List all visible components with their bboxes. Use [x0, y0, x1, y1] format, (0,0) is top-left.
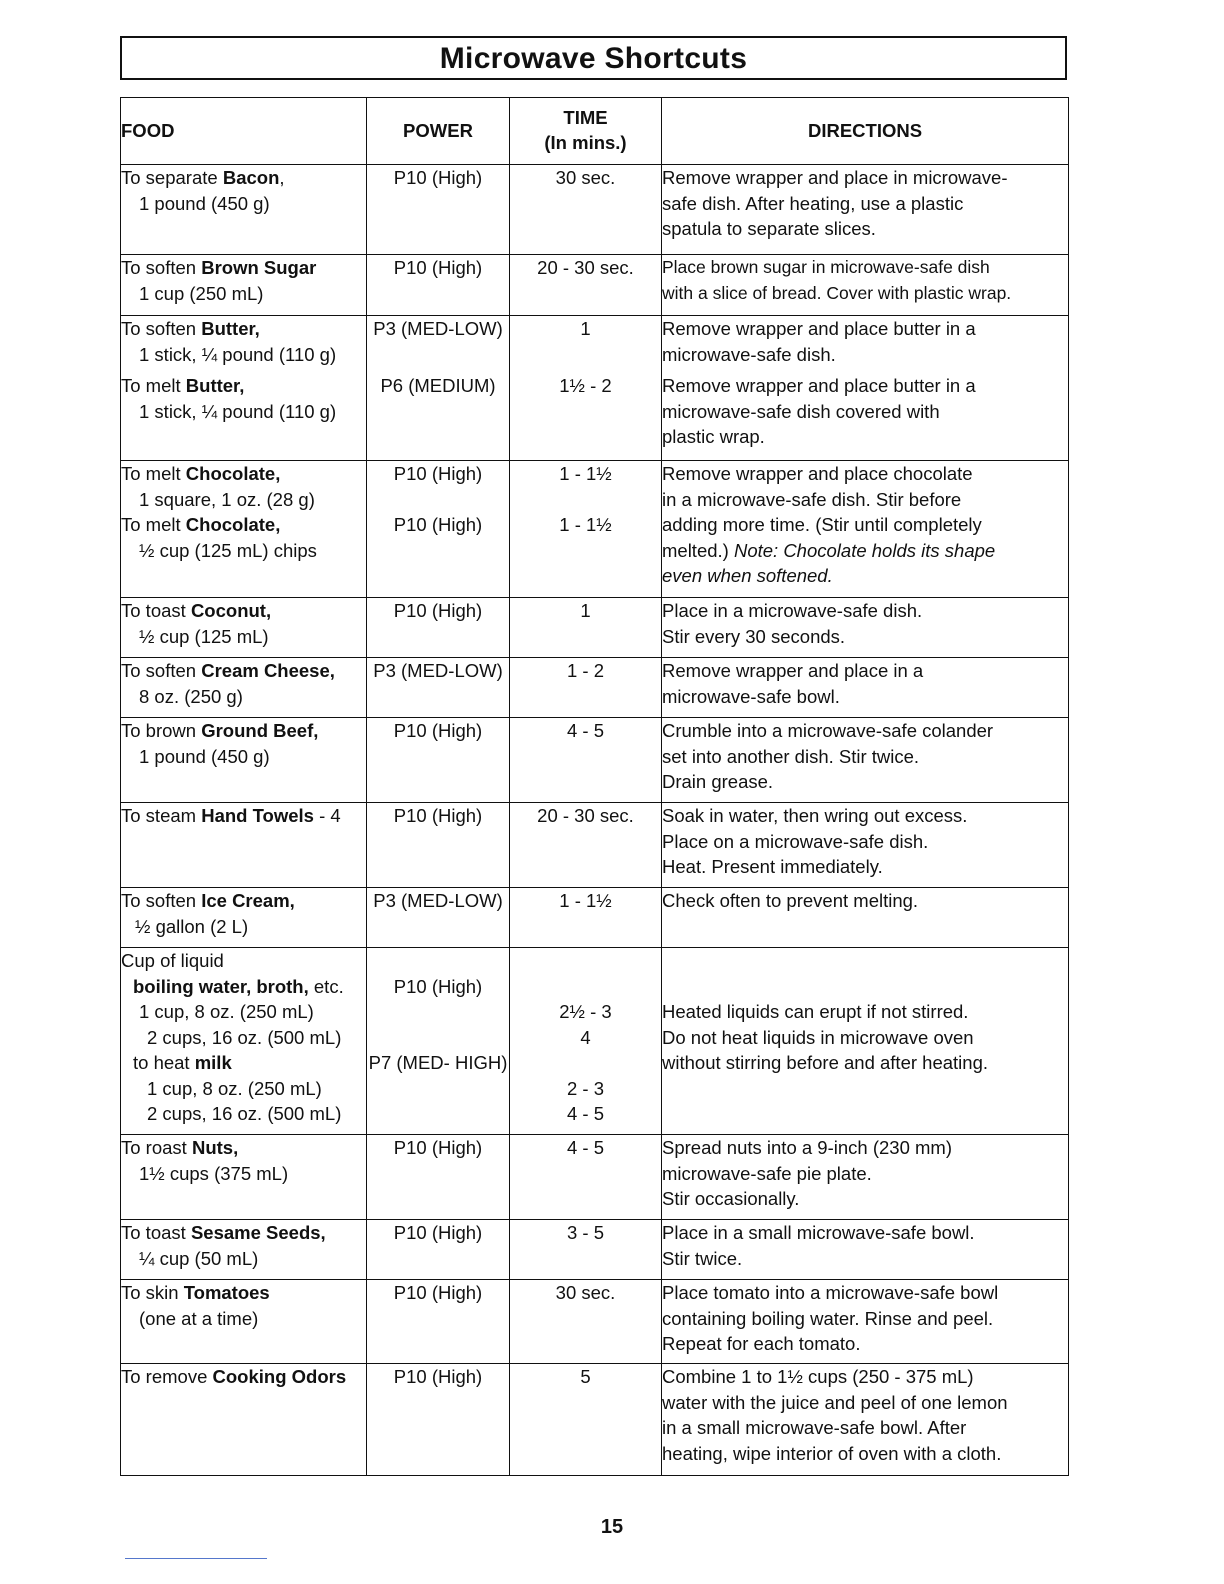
power-cell: P10 (High)	[367, 1135, 510, 1220]
table-row	[121, 255, 1069, 316]
table-row	[121, 658, 1069, 718]
header-time-label: TIME	[563, 106, 608, 128]
time-cell: 4 - 5	[510, 1135, 662, 1220]
power-cell: P3 (MED-LOW)	[367, 888, 510, 948]
food-cell: To separate Bacon, 1 pound (450 g)	[121, 165, 367, 255]
time-cell: 1 - 1½	[510, 888, 662, 948]
power-cell: P10 (High)	[367, 1364, 510, 1476]
food-cell: To soften Butter, 1 stick, ¼ pound (110 g) To melt Butter, 1 stick, ¼ pound (110 g)	[121, 316, 367, 461]
power-cell: P10 (High)	[367, 1220, 510, 1280]
page-number: 15	[600, 1516, 624, 1538]
directions-cell: Place in a microwave-safe dish. Stir every 30 seconds.	[662, 598, 1069, 658]
header-time	[510, 98, 662, 165]
header-row	[121, 98, 1069, 165]
power-cell: P10 (High)	[367, 165, 510, 255]
directions-cell: Spread nuts into a 9-inch (230 mm) microwave-safe pie plate. Stir occasionally.	[662, 1135, 1069, 1220]
time-cell: 30 sec.	[510, 1280, 662, 1364]
time-cell: 30 sec.	[510, 165, 662, 255]
table-row	[121, 1364, 1069, 1476]
food-cell: To skin Tomatoes (one at a time)	[121, 1280, 367, 1364]
page-title: Microwave Shortcuts	[439, 42, 748, 75]
time-cell: 20 - 30 sec.	[510, 803, 662, 888]
table-row	[121, 1220, 1069, 1280]
food-cell: To roast Nuts, 1½ cups (375 mL)	[121, 1135, 367, 1220]
power-cell: P10 (High)	[367, 598, 510, 658]
header-power: POWER	[367, 98, 510, 165]
footer-rule	[125, 1558, 267, 1559]
food-cell: Cup of liquid boiling water, broth, etc. 1 cup, 8 oz. (250 mL) 2 cups, 16 oz. (500 mL) to heat milk 1 cup, 8 oz. (250 mL) 2 cups, 16 oz. (500 mL)	[121, 948, 367, 1135]
time-cell: 20 - 30 sec.	[510, 255, 662, 316]
table-row	[121, 316, 1069, 461]
time-cell: 3 - 5	[510, 1220, 662, 1280]
power-cell: P3 (MED-LOW)	[367, 658, 510, 718]
power-cell: P10 (High)	[367, 718, 510, 803]
directions-cell: Place tomato into a microwave-safe bowl containing boiling water. Rinse and peel. Repeat for each tomato.	[662, 1280, 1069, 1364]
food-cell: To soften Cream Cheese, 8 oz. (250 g)	[121, 658, 367, 718]
food-cell: To toast Coconut, ½ cup (125 mL)	[121, 598, 367, 658]
power-cell: P3 (MED-LOW) P6 (MEDIUM)	[367, 316, 510, 461]
time-cell: 1 - 2	[510, 658, 662, 718]
directions-cell: Crumble into a microwave-safe colander set into another dish. Stir twice. Drain grease.	[662, 718, 1069, 803]
power-cell: P10 (High) P7 (MED- HIGH)	[367, 948, 510, 1135]
time-cell: 4 - 5	[510, 718, 662, 803]
time-cell: 5	[510, 1364, 662, 1476]
power-cell: P10 (High)	[367, 255, 510, 316]
directions-cell: Place in a small microwave-safe bowl. Stir twice.	[662, 1220, 1069, 1280]
table-row	[121, 718, 1069, 803]
power-cell: P10 (High)	[367, 1280, 510, 1364]
food-cell: To soften Ice Cream, ½ gallon (2 L)	[121, 888, 367, 948]
time-cell: 1 1½ - 2	[510, 316, 662, 461]
time-cell: 1 - 1½ 1 - 1½	[510, 461, 662, 598]
header-food: FOOD	[121, 98, 367, 165]
food-cell: To brown Ground Beef, 1 pound (450 g)	[121, 718, 367, 803]
directions-cell: Place brown sugar in microwave-safe dish with a slice of bread. Cover with plastic wrap.	[662, 255, 1069, 316]
table-row	[121, 888, 1069, 948]
table-row	[121, 948, 1069, 1135]
power-cell: P10 (High)	[367, 803, 510, 888]
directions-cell: Check often to prevent melting.	[662, 888, 1069, 948]
directions-cell: Remove wrapper and place butter in a microwave-safe dish. Remove wrapper and place butter in a microwave-safe dish covered with plastic wrap.	[662, 316, 1069, 461]
directions-cell: Remove wrapper and place in microwave- safe dish. After heating, use a plastic spatula to separate slices.	[662, 165, 1069, 255]
time-cell: 1	[510, 598, 662, 658]
directions-cell: Remove wrapper and place chocolate in a microwave-safe dish. Stir before adding more time. (Stir until completely melted.) Note: Chocolate holds its shape even when softened.	[662, 461, 1069, 598]
food-cell: To melt Chocolate, 1 square, 1 oz. (28 g) To melt Chocolate, ½ cup (125 mL) chips	[121, 461, 367, 598]
power-cell: P10 (High) P10 (High)	[367, 461, 510, 598]
food-cell: To remove Cooking Odors	[121, 1364, 367, 1476]
table-row	[121, 803, 1069, 888]
directions-cell: Heated liquids can erupt if not stirred. Do not heat liquids in microwave oven without stirring before and after heating.	[662, 948, 1069, 1135]
directions-cell: Soak in water, then wring out excess. Place on a microwave-safe dish. Heat. Present immediately.	[662, 803, 1069, 888]
shortcuts-table	[120, 97, 1069, 1476]
time-cell: 2½ - 3 4 2 - 3 4 - 5	[510, 948, 662, 1135]
food-cell: To steam Hand Towels - 4	[121, 803, 367, 888]
food-cell: To toast Sesame Seeds, ¼ cup (50 mL)	[121, 1220, 367, 1280]
table-row	[121, 1280, 1069, 1364]
title-box	[120, 36, 1067, 80]
header-time-unit: (In mins.)	[544, 132, 627, 153]
table-row	[121, 461, 1069, 598]
table-row	[121, 165, 1069, 255]
header-directions: DIRECTIONS	[662, 98, 1069, 165]
table-row	[121, 1135, 1069, 1220]
directions-cell: Combine 1 to 1½ cups (250 - 375 mL) water with the juice and peel of one lemon in a small microwave-safe bowl. After heating, wipe interior of oven with a cloth.	[662, 1364, 1069, 1476]
food-cell: To soften Brown Sugar 1 cup (250 mL)	[121, 255, 367, 316]
table-row	[121, 598, 1069, 658]
directions-cell: Remove wrapper and place in a microwave-safe bowl.	[662, 658, 1069, 718]
